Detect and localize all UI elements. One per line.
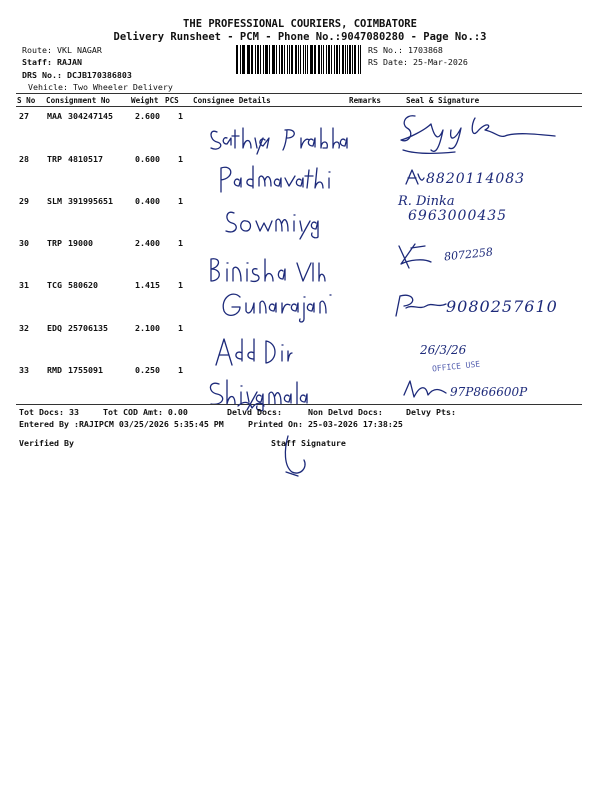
row-prefix: TRP <box>47 154 62 164</box>
entered-by: Entered By :RAJIPCM 03/25/2026 5:35:45 PM <box>19 419 224 429</box>
row-prefix: TCG <box>47 280 62 290</box>
total-docs: Tot Docs: 33 <box>19 407 79 417</box>
row-consignment: 580620 <box>68 280 98 290</box>
barcode-bar <box>331 45 332 74</box>
remark-phone-30: 8072258 <box>443 245 494 264</box>
barcode-bar <box>303 45 304 74</box>
row-pcs: 1 <box>178 238 183 248</box>
delivery-points: Delvy Pts: <box>406 407 456 417</box>
remark-date-32: 26/3/26 <box>420 343 467 357</box>
barcode-bar <box>318 45 320 74</box>
barcode-bar <box>279 45 280 74</box>
row-prefix: MAA <box>47 111 62 121</box>
barcode-bar <box>281 45 283 74</box>
barcode-bar <box>276 45 277 74</box>
barcode-bar <box>326 45 328 74</box>
row-sno: 31 <box>19 280 29 290</box>
col-weight: Weight <box>131 96 159 105</box>
barcode-bar <box>273 45 275 74</box>
barcode-bar <box>310 45 313 74</box>
barcode-bar <box>289 45 290 74</box>
col-consignee: Consignee Details <box>193 96 271 105</box>
signature-seal-27 <box>395 110 560 160</box>
signature-gunarajani <box>218 285 333 325</box>
row-weight: 0.400 <box>135 196 160 206</box>
col-pcs: PCS <box>165 96 179 105</box>
non-delivered-docs: Non Delvd Docs: <box>308 407 383 417</box>
remark-phone-33: 97P866600P <box>450 385 528 399</box>
row-consignment: 4810517 <box>68 154 103 164</box>
barcode-bar <box>265 45 268 74</box>
barcode-bar <box>342 45 344 74</box>
staff-text: Staff: RAJAN <box>22 57 82 67</box>
row-pcs: 1 <box>178 111 183 121</box>
col-sno: S No <box>17 96 36 105</box>
barcode-bar <box>307 45 308 74</box>
barcode <box>236 45 362 74</box>
barcode-bar <box>243 45 245 74</box>
barcode-bar <box>242 45 243 74</box>
barcode-bar <box>328 45 330 74</box>
signature-binisha <box>205 253 330 287</box>
barcode-bar <box>352 45 353 74</box>
row-weight: 1.415 <box>135 280 160 290</box>
barcode-bar <box>336 45 339 74</box>
row-sno: 27 <box>19 111 29 121</box>
checkmark-scribble <box>236 398 266 412</box>
barcode-bar <box>349 45 351 74</box>
row-consignment: 19000 <box>68 238 93 248</box>
row-prefix: EDQ <box>47 323 62 333</box>
row-sno: 32 <box>19 323 29 333</box>
barcode-bar <box>263 45 264 74</box>
barcode-bar <box>323 45 324 74</box>
rs-date: RS Date: 25-Mar-2026 <box>368 57 468 67</box>
signature-sowmiya <box>220 203 330 239</box>
runsheet-title: Delivery Runsheet - PCM - Phone No.:9047080280 - Page No.:3 <box>113 31 487 43</box>
row-sno: 28 <box>19 154 29 164</box>
barcode-bar <box>321 45 322 74</box>
barcode-bar <box>360 45 361 74</box>
barcode-bar <box>334 45 335 74</box>
remark-phone-29: 6963000435 <box>408 208 508 224</box>
barcode-bar <box>236 45 238 74</box>
rs-number: RS No.: 1703868 <box>368 45 443 55</box>
row-sno: 33 <box>19 365 29 375</box>
barcode-bar <box>347 45 348 74</box>
remark-phone-31: 9080257610 <box>446 297 558 316</box>
barcode-bar <box>358 45 359 74</box>
row-weight: 2.100 <box>135 323 160 333</box>
drs-number: DRS No.: DCJB170386803 <box>22 70 132 80</box>
total-cod: Tot COD Amt: 0.00 <box>103 407 188 417</box>
row-weight: 2.400 <box>135 238 160 248</box>
barcode-bar <box>339 45 340 74</box>
barcode-bar <box>269 45 270 74</box>
barcode-bar <box>260 45 262 74</box>
signature-seal-30 <box>395 240 435 274</box>
row-pcs: 1 <box>178 323 183 333</box>
barcode-bar <box>354 45 357 74</box>
row-pcs: 1 <box>178 154 183 164</box>
route-text: Route: VKL NAGAR <box>22 45 102 55</box>
barcode-bar <box>257 45 259 74</box>
row-pcs: 1 <box>178 280 183 290</box>
barcode-bar <box>315 45 316 74</box>
signature-seal-33 <box>400 375 450 403</box>
company-title: THE PROFESSIONAL COURIERS, COIMBATORE <box>183 18 417 30</box>
row-weight: 0.250 <box>135 365 160 375</box>
row-sno: 29 <box>19 196 29 206</box>
signature-padmavathi <box>215 160 335 196</box>
remark-phone-28: 8820114083 <box>426 171 526 187</box>
row-consignment: 391995651 <box>68 196 113 206</box>
barcode-bar <box>314 45 315 74</box>
barcode-bar <box>287 45 288 74</box>
barcode-bar <box>295 45 297 74</box>
signature-sathya <box>205 118 350 156</box>
vehicle-text: Vehicle: Two Wheeler Delivery <box>28 82 173 92</box>
staff-signature-label: Staff Signature <box>271 438 346 448</box>
row-consignment: 1755091 <box>68 365 103 375</box>
header-top-rule <box>16 93 582 94</box>
initials-icon <box>404 168 424 188</box>
barcode-bar <box>255 45 256 74</box>
row-weight: 0.600 <box>135 154 160 164</box>
row-consignment: 25706135 <box>68 323 108 333</box>
row-prefix: TRP <box>47 238 62 248</box>
barcode-bar <box>300 45 301 74</box>
barcode-bar <box>240 45 241 74</box>
barcode-bar <box>251 45 252 74</box>
row-prefix: RMD <box>47 365 62 375</box>
verified-by-label: Verified By <box>19 438 74 448</box>
col-consignment: Consignment No <box>46 96 111 105</box>
signature-seal-31 <box>390 290 450 322</box>
staff-signature-mark <box>278 432 318 477</box>
printed-on: Printed On: 25-03-2026 17:38:25 <box>248 419 403 429</box>
table-row <box>0 107 600 121</box>
signature-add-dir <box>212 333 292 371</box>
row-sno: 30 <box>19 238 29 248</box>
barcode-bar <box>305 45 307 74</box>
row-consignment: 304247145 <box>68 111 113 121</box>
barcode-bar <box>247 45 250 74</box>
col-seal: Seal & Signature <box>406 96 480 105</box>
office-stamp: OFFICE USE <box>431 359 481 374</box>
row-pcs: 1 <box>178 365 183 375</box>
barcode-bar <box>284 45 286 74</box>
delivered-docs: Delvd Docs: <box>227 407 282 417</box>
remark-name-29: R. Dinka <box>398 194 455 209</box>
barcode-bar <box>252 45 253 74</box>
barcode-bar <box>298 45 299 74</box>
barcode-bar <box>272 45 273 74</box>
row-weight: 2.600 <box>135 111 160 121</box>
col-remarks: Remarks <box>349 96 382 105</box>
row-prefix: SLM <box>47 196 62 206</box>
footer-rule <box>16 404 582 405</box>
barcode-bar <box>345 45 346 74</box>
row-pcs: 1 <box>178 196 183 206</box>
barcode-bar <box>291 45 294 74</box>
